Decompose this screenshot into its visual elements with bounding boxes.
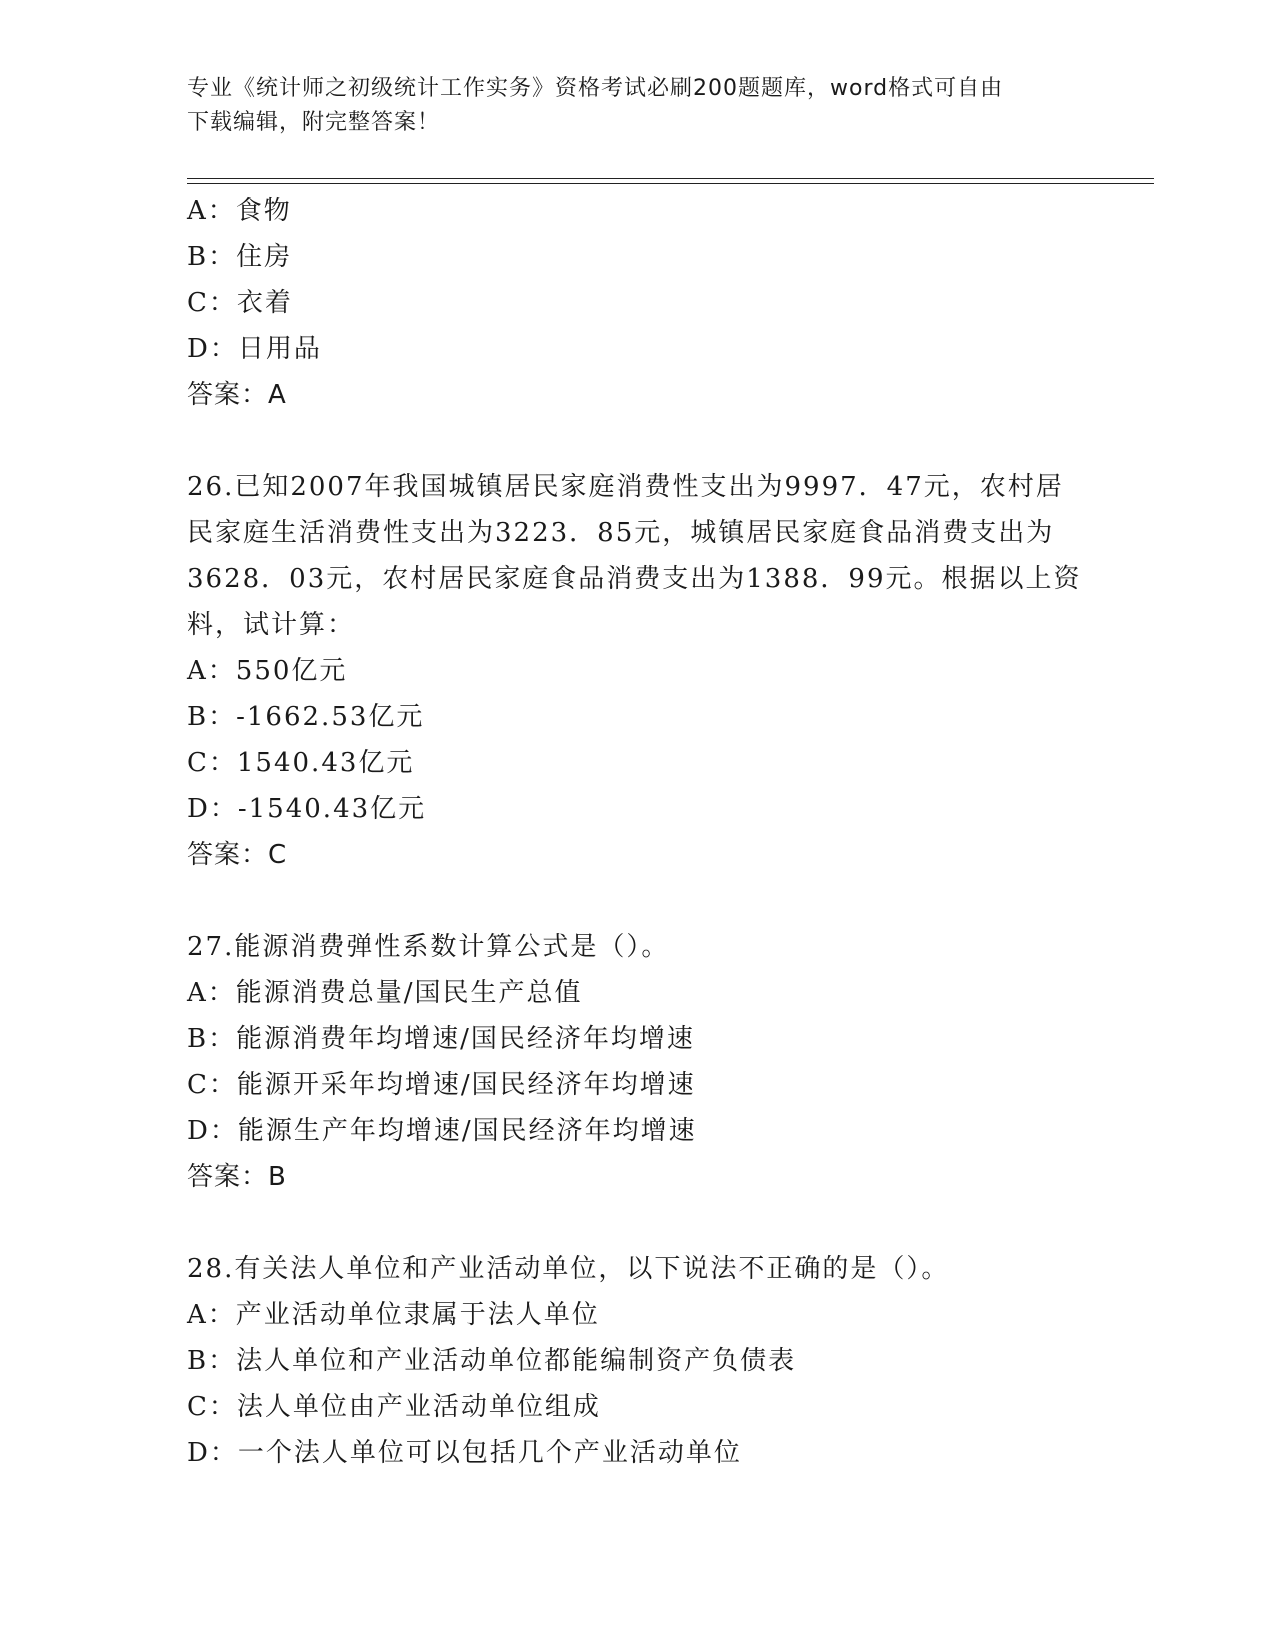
header-divider-bottom bbox=[187, 183, 1154, 184]
option-a: A：产业活动单位隶属于法人单位 bbox=[187, 1300, 600, 1330]
option-a: A：能源消费总量/国民生产总值 bbox=[187, 978, 583, 1008]
option-d: D：日用品 bbox=[187, 334, 322, 364]
option-b: B：能源消费年均增速/国民经济年均增速 bbox=[187, 1024, 695, 1054]
question-25 bbox=[187, 188, 1087, 418]
question-stem-line-2: 民家庭生活消费性支出为3223．85元，城镇居民家庭食品消费支出为 bbox=[187, 518, 1055, 548]
option-d: D：能源生产年均增速/国民经济年均增速 bbox=[187, 1116, 697, 1146]
question-content bbox=[187, 188, 1087, 1476]
question-27 bbox=[187, 924, 1087, 1200]
option-c: C：1540.43亿元 bbox=[187, 748, 415, 778]
option-b: B：法人单位和产业活动单位都能编制资产负债表 bbox=[187, 1346, 797, 1376]
answer: 答案：C bbox=[187, 840, 288, 870]
option-c: C：能源开采年均增速/国民经济年均增速 bbox=[187, 1070, 696, 1100]
option-b: B：-1662.53亿元 bbox=[187, 702, 425, 732]
spacer bbox=[187, 878, 1087, 924]
option-c: C：法人单位由产业活动单位组成 bbox=[187, 1392, 601, 1422]
option-a: A：食物 bbox=[187, 196, 292, 226]
question-stem-line-4: 料，试计算： bbox=[187, 610, 356, 640]
document-header bbox=[187, 72, 1087, 140]
option-a: A：550亿元 bbox=[187, 656, 348, 686]
question-stem-line-3: 3628．03元，农村居民家庭食品消费支出为1388．99元。根据以上资 bbox=[187, 564, 1082, 594]
spacer bbox=[187, 1200, 1087, 1246]
question-stem: 27.能源消费弹性系数计算公式是（）。 bbox=[187, 932, 670, 962]
answer: 答案：B bbox=[187, 1162, 287, 1192]
header-line-1: 专业《统计师之初级统计工作实务》资格考试必刷200题题库，word格式可自由 bbox=[187, 76, 1004, 101]
option-c: C：衣着 bbox=[187, 288, 293, 318]
answer: 答案：A bbox=[187, 380, 287, 410]
header-divider-top bbox=[187, 178, 1154, 179]
header-line-2: 下载编辑，附完整答案！ bbox=[187, 110, 441, 135]
option-d: D：-1540.43亿元 bbox=[187, 794, 427, 824]
question-stem: 28.有关法人单位和产业活动单位，以下说法不正确的是（）。 bbox=[187, 1254, 950, 1284]
option-b: B：住房 bbox=[187, 242, 293, 272]
option-d: D：一个法人单位可以包括几个产业活动单位 bbox=[187, 1438, 742, 1468]
question-stem-line-1: 26.已知2007年我国城镇居民家庭消费性支出为9997．47元，农村居 bbox=[187, 472, 1064, 502]
spacer bbox=[187, 418, 1087, 464]
question-28 bbox=[187, 1246, 1087, 1476]
question-26 bbox=[187, 464, 1087, 878]
